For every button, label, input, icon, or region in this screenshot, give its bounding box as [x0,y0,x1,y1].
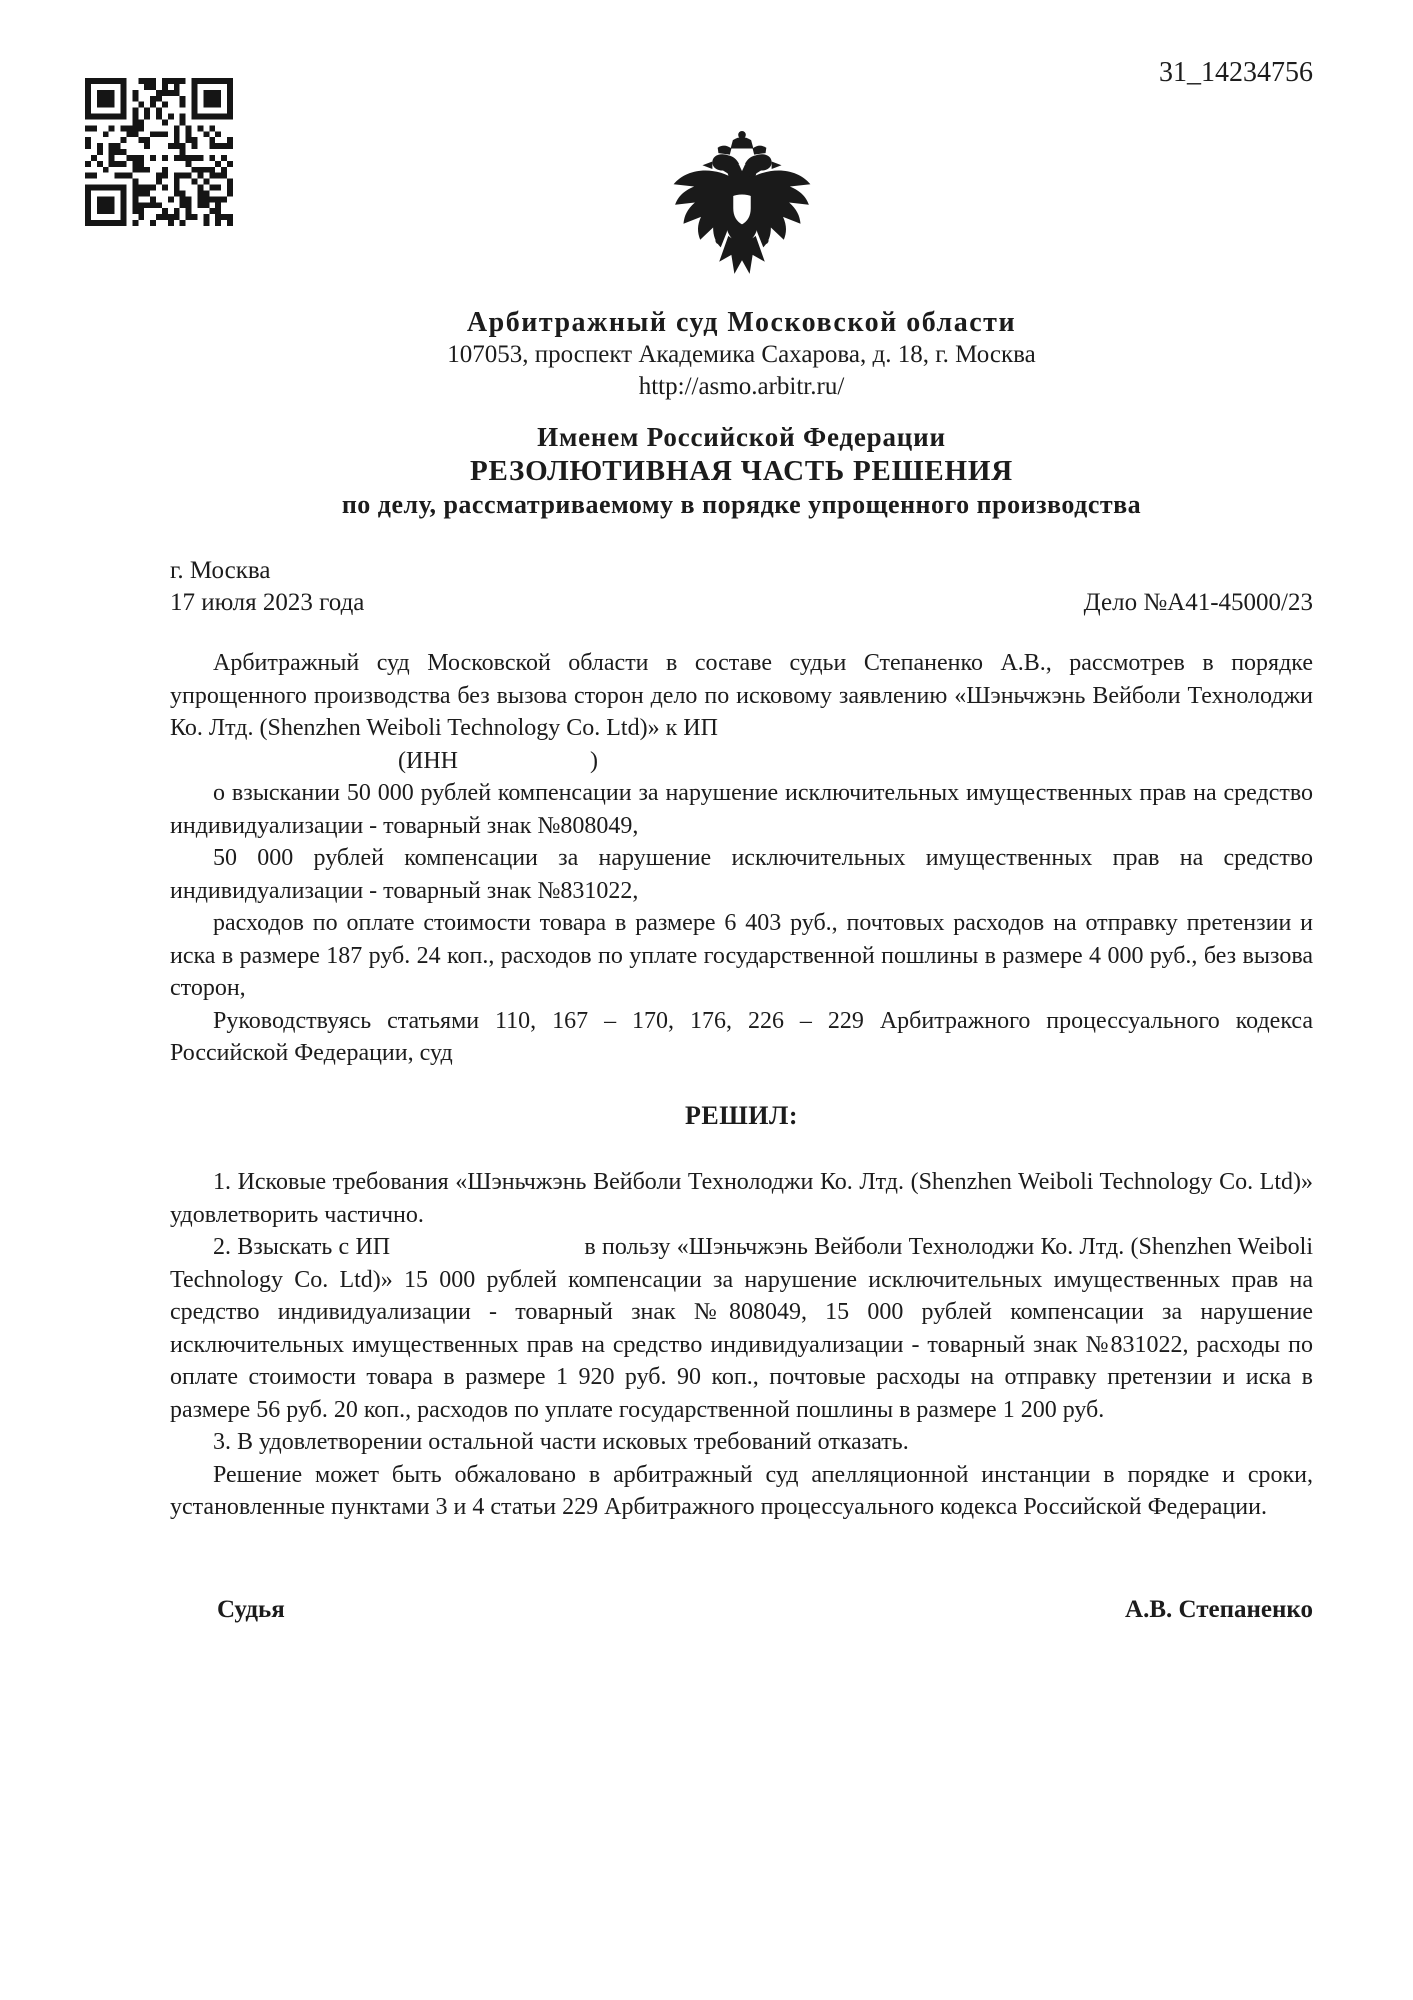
document-title [170,421,1313,521]
russia-coat-of-arms-icon [666,128,818,280]
resolution-heading: РЕШИЛ: [684,1100,799,1130]
title-doc-type: РЕЗОЛЮТИВНАЯ ЧАСТЬ РЕШЕНИЯ [470,455,1013,487]
signature-name: А.В. Степаненко [1125,1595,1313,1623]
city: г. Москва [170,557,271,584]
body-paragraph: расходов по оплате стоимости товара в размере 6 403 руб., почтовых расходов на отправку претензии и иска в размере 187 руб. 24 коп., расходов по уплате государственной пошлины в размере 4 000 руб., без вызова сторон, [170,910,1313,1001]
document-number: 31_14234756 [1159,57,1313,88]
appeal-paragraph: Решение может быть обжаловано в арбитражный суд апелляционной инстанции в порядке и сроки, установленные пунктами 3 и 4 статьи 229 Арбитражного процессуального кодекса Российской Федерации. [170,1461,1313,1520]
qr-code [85,78,233,226]
decision-item: 1. Исковые требования «Шэньчжэнь Вейболи Технолоджи Ко. Лтд. (Shenzhen Weiboli Technology Co. Ltd)» удовлетворить частично. [170,1169,1313,1228]
signature-role: Судья [217,1595,285,1623]
document-body [170,647,1313,1524]
emblem-container [170,128,1313,290]
title-in-the-name: Именем Российской Федерации [537,422,946,452]
body-paragraph: Арбитражный суд Московской области в составе судьи Степаненко А.В., рассмотрев в порядке упрощенного производства без вызова сторон дело по исковому заявлению «Шэньчжэнь Вейболи Технолоджи Ко. Лтд. (Shenzhen Weiboli Technology Co. Ltd)» к ИП [170,650,1313,741]
court-website: http://asmo.arbitr.ru/ [638,373,845,400]
case-meta [170,555,1313,619]
decision-item: 3. В удовлетворении остальной части исковых требований отказать. [213,1429,909,1455]
date-row [170,587,1313,619]
decision-date: 17 июля 2023 года [170,589,365,616]
inn-line: (ИНН ) [398,747,598,774]
body-paragraph: о взыскании 50 000 рублей компенсации за нарушение исключительных имущественных прав на средство индивидуализации - товарный знак №808049, [170,780,1313,839]
body-paragraph: 50 000 рублей компенсации за нарушение исключительных имущественных прав на средство индивидуализации - товарный знак №831022, [170,845,1313,904]
body-paragraph: Руководствуясь статьями 110, 167 – 170, 176, 226 – 229 Арбитражного процессуального кодекса Российской Федерации, суд [170,1007,1313,1066]
signature-row [170,1596,1313,1624]
title-procedure: по делу, рассматриваемому в порядке упрощенного производства [341,490,1142,519]
court-name: Арбитражный суд Московской области [466,307,1017,338]
court-address: 107053, проспект Академика Сахарова, д. 18, г. Москва [447,341,1036,368]
decision-item: 2. Взыскать с ИП в пользу «Шэньчжэнь Вейболи Технолоджи Ко. Лтд. (Shenzhen Weiboli Technology Co. Ltd)» 15 000 рублей компенсации за нарушение исключительных имущественных прав на средство индивидуализации - товарный знак №808049, 15 000 рублей компенсации за нарушение исключительных имущественных прав на средство индивидуализации - товарный знак №831022, расходы по оплате стоимости товара в размере 1 920 руб. 90 коп., почтовые расходы на отправку претензии и иска в размере 56 руб. 20 коп., расходов по уплате государственной пошлины в размере 1 200 руб. [170,1234,1313,1423]
case-number: Дело №А41-45000/23 [1083,589,1313,616]
